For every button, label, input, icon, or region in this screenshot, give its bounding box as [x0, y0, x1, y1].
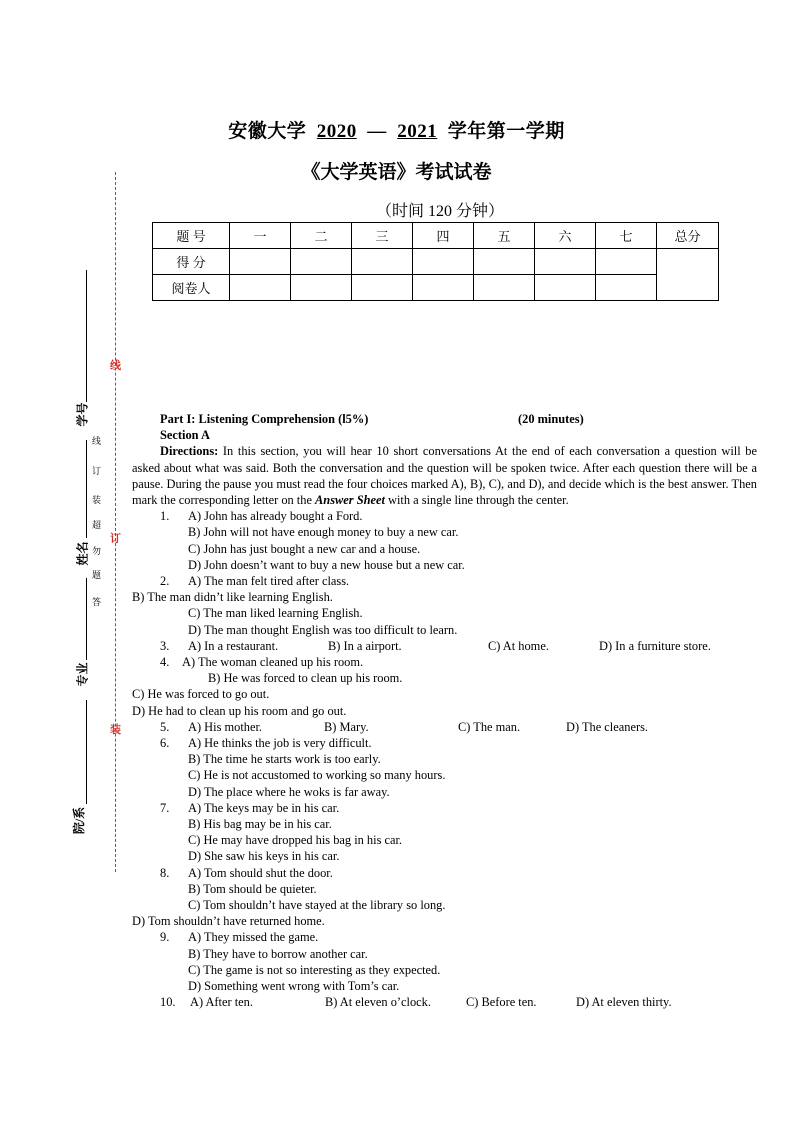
option-a: A) John has already bought a Ford. [188, 509, 363, 524]
question-number: 2. [160, 574, 170, 588]
question-number: 10. [160, 995, 176, 1010]
option-d: D) The place where he woks is far away. [188, 784, 390, 799]
directions-text-1: In this section, you will hear 10 short conversations At the end of each conversation a question will be asked about what was said. Both the conversation and the question will be spoken twice. After each question there will be a pause. During the pause you must read the four choices marked A), B), C), and D), and decide which is the best answer. Then mark the corresponding letter on the [132, 444, 757, 507]
question-4 [132, 654, 757, 670]
option-d: D) In a furniture store. [599, 638, 711, 653]
score-row [153, 249, 719, 275]
section-title: Section A [160, 428, 210, 443]
column-header: 一 [230, 223, 291, 249]
option-b: B) The man didn’t like learning English. [132, 590, 333, 605]
major-label: 专业 [75, 662, 90, 687]
margin-note-char: 线 [92, 436, 102, 446]
option-c: C) The man. [458, 719, 521, 734]
question-1 [132, 508, 757, 524]
part-heading [132, 411, 757, 427]
option-b: B) The time he starts work is too early. [188, 752, 381, 767]
margin-note-char: 装 [92, 495, 102, 505]
score-cell[interactable] [596, 249, 657, 275]
name-line [86, 440, 87, 538]
score-row-label: 得 分 [153, 249, 230, 275]
binding-mark-line: 线 [110, 360, 121, 372]
question-number: 7. [160, 800, 170, 815]
question-number: 8. [160, 865, 170, 880]
option-a: A) They missed the game. [188, 930, 319, 945]
option-b: B) Tom should be quieter. [188, 881, 317, 896]
directions-label: Directions: [160, 444, 219, 459]
option-d: D) He had to clean up his room and go out. [132, 703, 347, 718]
name-label: 姓名 [75, 541, 90, 566]
binding-mark-bind: 装 [110, 724, 121, 736]
question-8 [132, 865, 757, 881]
question-9 [132, 929, 757, 945]
column-header: 七 [596, 223, 657, 249]
option-b: B) Mary. [324, 719, 369, 734]
option-b: B) In a airport. [328, 638, 402, 653]
score-cell[interactable] [291, 249, 352, 275]
grader-row-label: 阅卷人 [153, 275, 230, 301]
question-6 [132, 735, 757, 751]
binding-dashed-line [115, 172, 116, 872]
margin-note-char: 订 [92, 466, 102, 476]
score-cell[interactable] [352, 249, 413, 275]
option-d: D) At eleven thirty. [576, 995, 672, 1010]
option-a: A) The keys may be in his car. [188, 800, 340, 815]
option-c: C) The game is not so interesting as they expected. [188, 962, 441, 977]
score-cell[interactable] [413, 249, 474, 275]
option-d: D) The man thought English was too difficult to learn. [188, 622, 458, 637]
binding-mark-order: 订 [110, 533, 121, 545]
option-c: C) Tom shouldn’t have stayed at the library so long. [188, 897, 446, 912]
student-id-line [86, 270, 87, 402]
grader-row [153, 275, 719, 301]
column-header: 二 [291, 223, 352, 249]
question-number: 4. [160, 654, 170, 669]
question-number: 5. [160, 719, 170, 734]
term: 学年第一学期 [447, 121, 565, 142]
column-header: 四 [413, 223, 474, 249]
score-table [152, 222, 719, 301]
column-header: 五 [474, 223, 535, 249]
option-a: A) In a restaurant. [188, 638, 279, 653]
score-cell[interactable] [474, 249, 535, 275]
student-id-label: 学号 [75, 402, 90, 427]
score-cell[interactable] [535, 249, 596, 275]
margin-note-char: 答 [92, 597, 102, 607]
option-b: B) John will not have enough money to buy a new car. [188, 525, 459, 540]
score-cell[interactable] [230, 249, 291, 275]
option-c: C) He is not accustomed to working so many hours. [188, 768, 446, 783]
year-end: 2021 [397, 121, 438, 142]
score-table-header-row [153, 223, 719, 249]
grader-cell[interactable] [291, 275, 352, 301]
year-dash: — [367, 121, 387, 142]
option-b: B) They have to borrow another car. [188, 946, 368, 961]
listening-section [132, 411, 757, 1010]
option-a: A) Tom should shut the door. [188, 865, 333, 880]
question-7 [132, 800, 757, 816]
grader-cell[interactable] [230, 275, 291, 301]
option-d: D) She saw his keys in his car. [188, 849, 340, 864]
column-header: 三 [352, 223, 413, 249]
option-c: C) John has just bought a new car and a house. [188, 541, 421, 556]
exam-duration: （时间 120 分钟） [375, 203, 504, 220]
year-start: 2020 [316, 121, 357, 142]
question-number: 1. [160, 509, 170, 524]
question-3 [132, 638, 757, 654]
option-a: A) His mother. [188, 719, 262, 734]
question-number: 3. [160, 638, 170, 653]
margin-note-char: 超 [92, 520, 102, 530]
option-c: C) At home. [488, 638, 549, 653]
grader-cell[interactable] [474, 275, 535, 301]
option-d: D) The cleaners. [566, 719, 648, 734]
department-label: 院/系 [72, 806, 87, 835]
margin-note-char: 勿 [92, 546, 102, 556]
option-b: B) He was forced to clean up his room. [208, 671, 403, 686]
grader-cell[interactable] [535, 275, 596, 301]
option-d: D) John doesn’t want to buy a new house but a new car. [188, 557, 465, 572]
option-a: A) He thinks the job is very difficult. [188, 735, 372, 750]
option-c: C) He may have dropped his bag in his car. [188, 833, 403, 848]
department-line [86, 700, 87, 804]
option-a: A) The woman cleaned up his room. [182, 654, 364, 669]
directions [132, 443, 757, 508]
margin-note-char: 题 [92, 570, 102, 580]
header-label-cell: 题 号 [153, 223, 230, 249]
major-line [86, 578, 87, 660]
question-number: 6. [160, 735, 170, 750]
exam-title: 《大学英语》考试试卷 [301, 162, 492, 183]
total-score-cell[interactable] [657, 249, 719, 301]
option-a: A) The man felt tired after class. [188, 574, 350, 588]
option-b: B) His bag may be in his car. [188, 816, 332, 831]
option-c: C) He was forced to go out. [132, 687, 270, 702]
question-2 [132, 573, 757, 589]
total-header: 总分 [657, 223, 719, 249]
answer-sheet-emphasis: Answer Sheet [315, 493, 385, 507]
question-5 [132, 719, 757, 735]
directions-text-2: with a single line through the center. [384, 493, 569, 507]
question-10 [132, 994, 757, 1010]
option-b: B) At eleven o’clock. [325, 995, 431, 1010]
question-number: 9. [160, 930, 170, 945]
option-a: A) After ten. [190, 995, 253, 1010]
school-name: 安徽大学 [228, 121, 307, 142]
part-time: (20 minutes) [518, 412, 584, 426]
part-title: Part I: Listening Comprehension (l5%) [160, 412, 369, 426]
grader-cell[interactable] [413, 275, 474, 301]
option-d: D) Tom shouldn’t have returned home. [132, 914, 325, 929]
option-c: C) The man liked learning English. [188, 606, 363, 621]
option-c: C) Before ten. [466, 995, 537, 1010]
grader-cell[interactable] [596, 275, 657, 301]
option-d: D) Something went wrong with Tom’s car. [188, 978, 400, 993]
grader-cell[interactable] [352, 275, 413, 301]
column-header: 六 [535, 223, 596, 249]
exam-header [0, 116, 793, 143]
